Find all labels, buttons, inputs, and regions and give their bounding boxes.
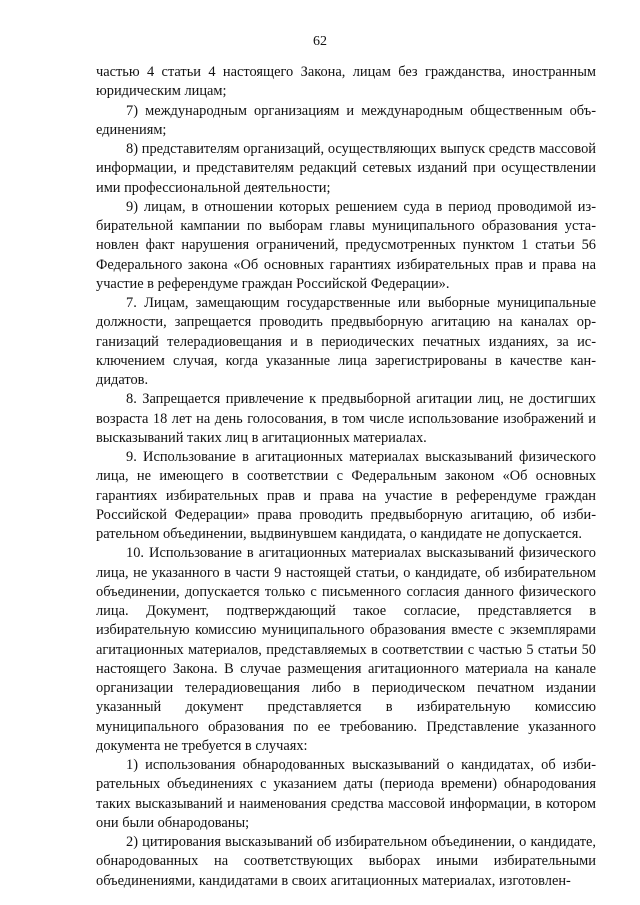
paragraph: 8. Запрещается привлечение к предвыборной агитации лиц, не достигших возраста 18 лет на день голосования, в том числе использование изображений и высказываний таких лиц в агитационных материалах. [96,391,596,446]
page-number: 62 [313,34,327,49]
paragraph: 7) международным организациям и международным общественным объединениям; [96,102,596,138]
paragraph: частью 4 статьи 4 настоящего Закона, лицам без гражданства, иностранным юридическим лицам; [96,64,596,100]
paragraph: 9. Использование в агитационных материалах высказываний физического лица, не имеющего в соответствии с Федеральным законом «Об основных гарантиях избирательных прав и права на участие в референдуме граждан Российской Федерации» права проводить предвыборную агитацию, об избирательном объединении, выдвинувшем кандидата, о кандидате не допускается. [96,449,596,542]
paragraph: 9) лицам, в отношении которых решением суда в период проводимой избирательной кампании по выборам главы муниципального образования установлен факт нарушения ограничений, предусмотренных пунктом 1 статьи 56 Федерального закона «Об основных гарантиях избирательных прав и права на участие в референдуме граждан Российской Федерации». [96,198,596,292]
paragraph: 10. Использование в агитационных материалах высказываний физического лица, не указанного в части 9 настоящей статьи, о кандидате, об избирательном объединении, допускается только с письменного согласия данного физического лица. Документ, подтверждающий такое согласие, представляется в избирательную комиссию муниципального образования вместе с экземплярами агитационных материалов, представляемых в соответствии с частью 5 статьи 50 настоящего Закона. В случае размещения агитационного материала на канале организации телерадиовещания либо в периодическом печатном издании указанный документ представляется в избирательную комиссию муниципального образования по ее требованию. Представление указанного документа не требуется в случаях: [96,545,596,754]
paragraph: 1) использования обнародованных высказываний о кандидатах, об избирательных объединениях с указанием даты (периода времени) обнародования таких высказываний и наименования средства массовой информации, в котором они были обнародованы; [96,757,596,831]
paragraph: 7. Лицам, замещающим государственные или выборные муниципальные должности, запрещается проводить предвыборную агитацию на каналах организаций телерадиовещания и в периодических печатных изданиях, за исключением случая, когда указанные лица зарегистрированы в качестве кандидатов. [96,295,596,388]
body-text [96,63,596,891]
paragraph: 8) представителям организаций, осуществляющих выпуск средств массовой информации, и представителям редакций сетевых изданий при осуществлении ими профессиональной деятельности; [96,141,596,196]
paragraph: 2) цитирования высказываний об избирательном объединении, о кандидате, обнародованных на соответствующих выборах иными избирательными объединениями, кандидатами в своих агитационных материалах, изготовлен- [96,834,596,889]
